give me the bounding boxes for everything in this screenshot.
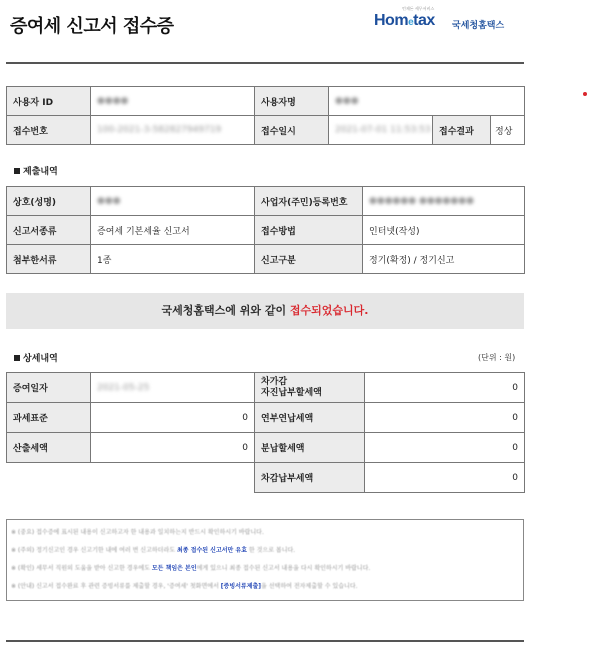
after-deduct-value: 0 bbox=[365, 373, 525, 403]
net-payment-label: 차감납부세액 bbox=[255, 463, 365, 493]
bottom-divider bbox=[6, 640, 524, 642]
tax-base-label: 과세표준 bbox=[7, 403, 91, 433]
net-payment-value: 0 bbox=[365, 463, 525, 493]
installment-label: 연부연납세액 bbox=[255, 403, 365, 433]
form-type-value: 증여세 기본세율 신고서 bbox=[91, 216, 255, 245]
confirmation-highlight: 접수되었습니다. bbox=[289, 304, 369, 317]
split-payment-label: 분납할세액 bbox=[255, 433, 365, 463]
attachments-label: 첨부한서류 bbox=[7, 245, 91, 274]
notice-item: ※ (중요) 접수증에 표시된 내용이 신고하고자 한 내용과 일치하는지 반드시 확인하시기 바랍니다. bbox=[11, 529, 264, 536]
notice-box bbox=[6, 519, 524, 601]
notice-item: ※ (주의) 정기신고인 경우 신고기한 내에 여러 번 신고하더라도 최종 접수된 신고서만 유효 한 것으로 봅니다. bbox=[11, 547, 296, 554]
method-label: 접수방법 bbox=[255, 216, 363, 245]
category-label: 신고구분 bbox=[255, 245, 363, 274]
square-bullet-icon bbox=[14, 168, 20, 174]
unit-label: (단위 : 원) bbox=[478, 353, 516, 362]
user-name-value: ●●● bbox=[329, 87, 525, 116]
receipt-info-table bbox=[6, 86, 525, 145]
gift-date-label: 증여일자 bbox=[7, 373, 91, 403]
notice-item: ※ (안내) 신고서 접수완료 후 관련 증빙서류를 제출할 경우, '증여세' 첫화면에서 [증빙서류제출]을 선택하여 전자제출할 수 있습니다. bbox=[11, 583, 358, 590]
logo-korean-name: 국세청홈택스 bbox=[452, 21, 505, 31]
receipt-date-label: 접수일시 bbox=[255, 116, 329, 145]
after-deduct-label: 차가감 자진납부할세액 bbox=[255, 373, 365, 403]
name-label: 상호(성명) bbox=[7, 187, 91, 216]
receipt-result-value: 정상 bbox=[491, 116, 525, 145]
user-id-label: 사용자 ID bbox=[7, 87, 91, 116]
split-payment-value: 0 bbox=[365, 433, 525, 463]
empty-cell bbox=[7, 463, 91, 493]
regno-label: 사업자(주민)등록번호 bbox=[255, 187, 363, 216]
submission-table bbox=[6, 186, 525, 274]
receipt-no-value: 100-2021-3-582827949719 bbox=[91, 116, 255, 145]
receipt-no-label: 접수번호 bbox=[7, 116, 91, 145]
empty-cell bbox=[91, 463, 255, 493]
top-divider bbox=[6, 62, 524, 64]
gift-date-value: 2021-05-25 bbox=[91, 373, 255, 403]
regno-value: ●●●●●● ●●●●●●● bbox=[363, 187, 525, 216]
details-section-title: 상세내역 bbox=[14, 351, 58, 364]
method-value: 인터넷(작성) bbox=[363, 216, 525, 245]
submission-section-title: 제출내역 bbox=[14, 164, 58, 177]
page-title: 증여세 신고서 접수증 bbox=[10, 16, 174, 37]
user-name-label: 사용자명 bbox=[255, 87, 329, 116]
red-dot-mark bbox=[583, 92, 587, 96]
hometax-logo[interactable] bbox=[374, 6, 514, 36]
details-table bbox=[6, 372, 525, 493]
category-value: 정기(확정) / 정기신고 bbox=[363, 245, 525, 274]
confirmation-banner: 국세청홈택스에 위와 같이 접수되었습니다. bbox=[6, 293, 524, 329]
installment-value: 0 bbox=[365, 403, 525, 433]
logo-wordmark: Hometax bbox=[374, 12, 435, 29]
logo-tagline: 언제든 세무서비스 bbox=[402, 6, 435, 11]
square-bullet-icon bbox=[14, 355, 20, 361]
name-value: ●●● bbox=[91, 187, 255, 216]
calc-tax-value: 0 bbox=[91, 433, 255, 463]
receipt-result-label: 접수결과 bbox=[433, 116, 491, 145]
tax-base-value: 0 bbox=[91, 403, 255, 433]
attachments-value: 1종 bbox=[91, 245, 255, 274]
notice-item: ※ (확인) 세무서 직원의 도움을 받아 신고한 경우에도 모든 책임은 본인에게 있으니 최종 접수된 신고서 내용을 다시 확인하시기 바랍니다. bbox=[11, 565, 371, 572]
receipt-date-value: 2021-07-01 11:53:53 bbox=[329, 116, 433, 145]
user-id-value: ●●●● bbox=[91, 87, 255, 116]
form-type-label: 신고서종류 bbox=[7, 216, 91, 245]
calc-tax-label: 산출세액 bbox=[7, 433, 91, 463]
